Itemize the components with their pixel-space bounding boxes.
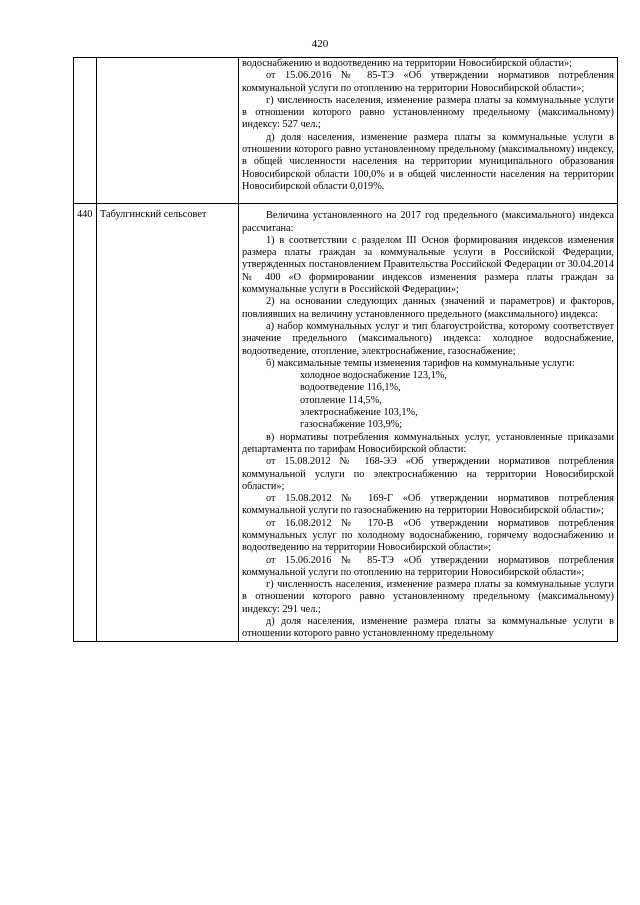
table-row <box>74 204 618 641</box>
paragraph: д) доля населения, изменение размера платы за коммунальные услуги в отношении которого равно установленному предельному (максимальному) индексу, в общей численности населения на территории муниципального образования Новосибирской области 100,0% и в общей численности населения на территории Новосибирской области 0,019%. <box>242 131 614 192</box>
justification-cell <box>239 58 618 204</box>
tariff-item: водоотведение 116,1%, <box>300 382 401 394</box>
paragraph: в) нормативы потребления коммунальных услуг, установленные приказами департамента по тарифам Новосибирской области: <box>242 431 614 455</box>
paragraph: г) численность населения, изменение размера платы за коммунальные услуги в отношении которого равно установленному предельному (максимальному) индексу: 291 чел.; <box>242 579 614 615</box>
justification-cell <box>239 204 618 641</box>
tariff-item: газоснабжение 103,9%; <box>300 419 403 431</box>
paragraph: от 15.08.2012 № 168-ЭЭ «Об утверждении нормативов потребления коммунальной услуги по электроснабжению на территории Новосибирской области»; <box>242 456 614 492</box>
tariff-index-table <box>73 57 618 642</box>
page-number: 420 <box>311 38 329 50</box>
row-number-cell: 440 <box>74 204 97 641</box>
paragraph: от 16.08.2012 № 170-В «Об утверждении нормативов потребления коммунальных услуг по холодному водоснабжению, горячему водоснабжению и водоотведению на территории Новосибирской области»; <box>242 517 614 554</box>
municipality-name-cell <box>97 58 239 204</box>
tariff-item: холодное водоснабжение 123,1%, <box>300 370 447 382</box>
paragraph: от 15.06.2016 № 85-ТЭ «Об утверждении нормативов потребления коммунальной услуги по отоплению на территории Новосибирской области»; <box>242 70 614 94</box>
paragraph: 1) в соответствии с разделом III Основ формирования индексов изменения размера платы граждан за коммунальные услуги в Российской Федерации, утвержденных постановлением Правительства Российской Федерации от 30.04.2014 № 400 «О формировании индексов изменения размера платы граждан за коммунальные услуги в Российской Федерации»; <box>242 234 614 296</box>
table-row <box>74 58 618 204</box>
paragraph: водоснабжению и водоотведению на территории Новосибирской области»; <box>242 58 572 69</box>
row-number-cell <box>74 58 97 204</box>
paragraph: д) доля населения, изменение размера платы за коммунальные услуги в отношении которого равно установленному предельному <box>242 616 614 640</box>
paragraph: от 15.06.2016 № 85-ТЭ «Об утверждении нормативов потребления коммунальной услуги по отоплению на территории Новосибирской области»; <box>242 554 614 578</box>
tariff-item: электроснабжение 103,1%, <box>300 407 418 419</box>
paragraph: от 15.08.2012 № 169-Г «Об утверждении нормативов потребления коммунальной услуги по газоснабжению на территории Новосибирской области»; <box>242 493 614 517</box>
tariff-item: отопление 114,5%, <box>300 394 382 406</box>
paragraph: 2) на основании следующих данных (значений и параметров) и факторов, повлиявших на величину установленного предельного (максимального) индекса: <box>242 296 614 320</box>
paragraph: б) максимальные темпы изменения тарифов на коммунальные услуги: <box>266 357 575 369</box>
municipality-name-cell: Табулгинский сельсовет <box>97 204 239 641</box>
paragraph: а) набор коммунальных услуг и тип благоустройства, которому соответствует значение предельного (максимального) индекса: холодное водоснабжение, водоотведение, отопление, электроснабжение, газоснабжение; <box>242 320 614 357</box>
paragraph: Величина установленного на 2017 год предельного (максимального) индекса рассчитана: <box>242 210 614 234</box>
paragraph: г) численность населения, изменение размера платы за коммунальные услуги в отношении которого равно установленному предельному (максимальному) индексу: 527 чел.; <box>242 94 614 131</box>
